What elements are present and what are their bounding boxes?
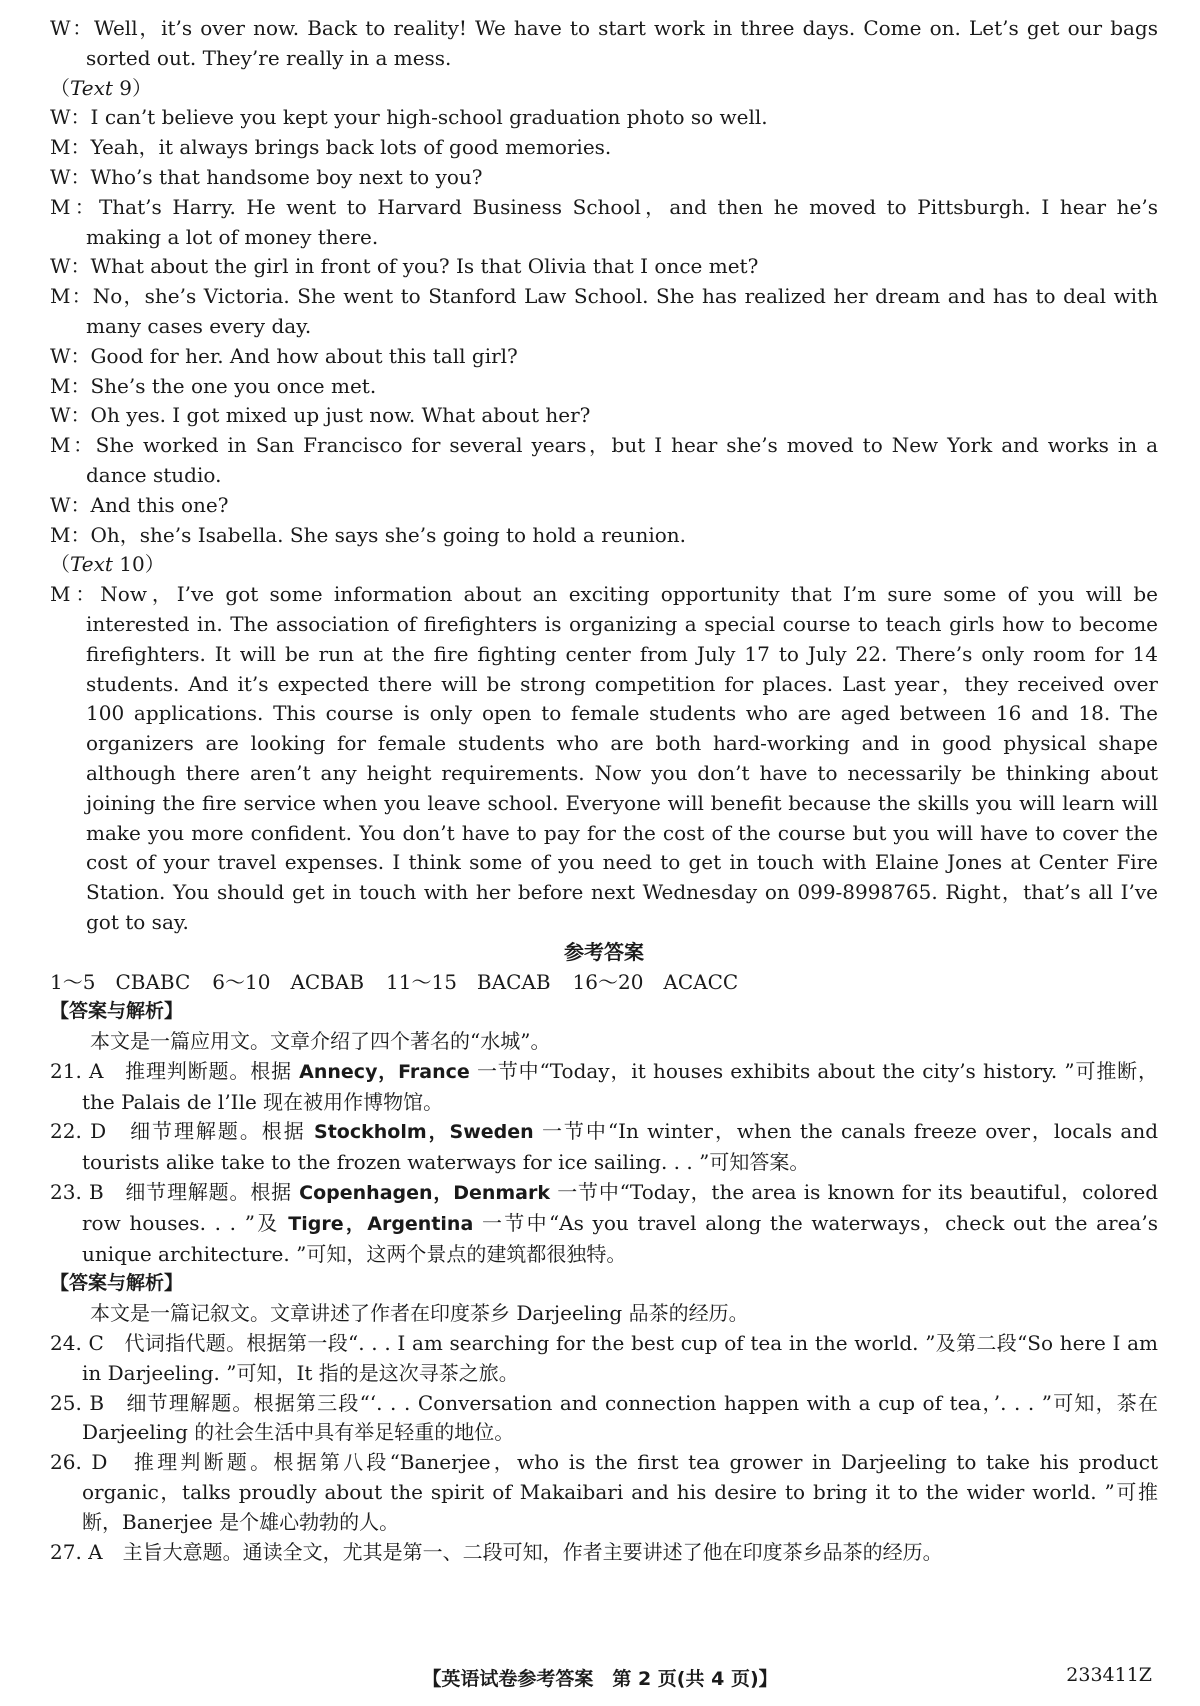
dialogue-line: W：Good for her. And how about this tall girl? — [50, 343, 518, 368]
paper-code: 233411Z — [1066, 1664, 1152, 1686]
dialogue-line: M：That’s Harry. He went to Harvard Business School，and then he moved to Pittsburgh. I hear he’s making a lot of money there. — [50, 194, 1158, 249]
answer-key-group: 1～5 CBABC — [50, 969, 191, 994]
text9-dialogue — [50, 103, 1158, 550]
dialogue-line: M：Yeah，it always brings back lots of good memories. — [50, 135, 612, 160]
text10-label: （Text 10） — [50, 552, 165, 577]
dialogue-line: W：I can’t believe you kept your high-school graduation photo so well. — [50, 105, 768, 130]
dialogue-line: W：And this one? — [50, 492, 229, 517]
section-name: Annecy，France — [299, 1060, 470, 1083]
answer-23: 23. B 细节理解题。根据 Copenhagen，Denmark 一节中“Today，the area is known for its beautiful，colored row houses. . . ”及 Tigre，Argentina 一节中“As you travel along the waterways，check out the area’s unique architecture. ”可知，这两个景点的建筑都很独特。 — [50, 1180, 1159, 1266]
section-name: Tigre，Argentina — [288, 1212, 474, 1235]
answers-heading: 参考答案 — [564, 939, 644, 964]
question-number: 24. C — [50, 1331, 104, 1356]
answer-key-group: 6～10 ACBAB — [212, 969, 365, 994]
answer-sheet-page — [50, 14, 1158, 1567]
explanation-heading: 【答案与解析】 — [50, 1000, 184, 1023]
answer-25: 25. B 细节理解题。根据第三段“‘. . . Conversation and connection happen with a cup of tea，’. . . ”可知，茶在 Darjeeling 的社会生活中具有举足轻重的地位。 — [50, 1390, 1158, 1445]
answer-key-row — [50, 968, 1158, 998]
dialogue-line: M：Oh，she’s Isabella. She says she’s going to hold a reunion. — [50, 522, 687, 547]
text10-monologue: M：Now，I’ve got some information about an exciting opportunity that I’m sure some of you will be interested in. The association of firefighters is organizing a special course to teach girls how to become firefighters. It will be run at the fire fighting center from July 17 to July 22. There’s only room for 14 students. And it’s expected there will be strong competition for places. Last year，they received over 100 applications. This course is only open to female students who are aged between 16 and 18. The organizers are looking for female students who are both hard-working and in good physical shape although there aren’t any height requirements. Now you don’t have to necessarily be thinking about joining the fire service when you leave school. Everyone will benefit because the skills you will learn will make you more confident. You don’t have to pay for the cost of the course but you will have to cover the cost of your travel expenses. I think some of you need to get in touch with Elaine Jones at Center Fire Station. You should get in touch with her before next Wednesday on 099-8998765. Right，that’s all I’ve got to say. — [50, 582, 1158, 934]
question-number: 25. B — [50, 1390, 105, 1415]
explanation-heading: 【答案与解析】 — [50, 1272, 184, 1295]
question-number: 26. D — [50, 1450, 108, 1475]
answer-27: 27. A 主旨大意题。通读全文，尤其是第一、二段可知，作者主要讲述了他在印度茶乡品茶的经历。 — [50, 1539, 943, 1564]
question-number: 23. B — [50, 1180, 104, 1205]
dialogue-line: M：She’s the one you once met. — [50, 373, 377, 398]
text8-last-line: W：Well，it’s over now. Back to reality! We have to start work in three days. Come on. Let’s get our bags sorted out. They’re really in a mess. — [50, 16, 1158, 70]
dialogue-line: W：Who’s that handsome boy next to you? — [50, 164, 483, 189]
dialogue-line: W：What about the girl in front of you? Is that Olivia that I once met? — [50, 254, 759, 279]
answer-26: 26. D 推理判断题。根据第八段“Banerjee，who is the first tea grower in Darjeeling to take his product organic，talks proudly about the spirit of Makaibari and his desire to bring it to the wider world. ”可推断，Banerjee 是个雄心勃勃的人。 — [50, 1450, 1159, 1534]
question-number: 22. D — [50, 1119, 107, 1144]
answer-key-group: 11～15 BACAB — [386, 969, 551, 994]
answer-22: 22. D 细节理解题。根据 Stockholm，Sweden 一节中“In winter，when the canals freeze over，locals and tourists alike take to the frozen waterways for ice sailing. . . ”可知答案。 — [50, 1119, 1158, 1175]
section-name: Copenhagen，Denmark — [299, 1182, 551, 1205]
text9-label: （Text 9） — [50, 75, 153, 100]
answer-24: 24. C 代词指代题。根据第一段“. . . I am searching for the best cup of tea in the world. ”及第二段“So here I am in Darjeeling. ”可知，It 指的是这次寻茶之旅。 — [50, 1331, 1158, 1385]
section-name: Stockholm，Sweden — [314, 1121, 534, 1144]
dialogue-line: M：She worked in San Francisco for several years，but I hear she’s moved to New York and works in a dance studio. — [50, 433, 1158, 487]
answer-key-group: 16～20 ACACC — [572, 969, 739, 994]
question-number: 21. A — [50, 1058, 104, 1083]
dialogue-line: M：No，she’s Victoria. She went to Stanford Law School. She has realized her dream and has to deal with many cases every day. — [50, 284, 1158, 338]
passage-intro: 本文是一篇应用文。文章介绍了四个著名的“水城”。 — [90, 1029, 551, 1054]
question-number: 27. A — [50, 1539, 103, 1564]
passage-intro: 本文是一篇记叙文。文章讲述了作者在印度茶乡 Darjeeling 品茶的经历。 — [90, 1301, 749, 1326]
page-footer — [0, 1664, 1200, 1694]
answer-21: 21. A 推理判断题。根据 Annecy，France 一节中“Today，it houses exhibits about the city’s history. ”可推断，the Palais de l’Ile 现在被用作博物馆。 — [50, 1058, 1159, 1114]
dialogue-line: W：Oh yes. I got mixed up just now. What about her? — [50, 403, 591, 428]
footer-title: 【英语试卷参考答案 第 2 页(共 4 页)】 — [422, 1668, 778, 1690]
